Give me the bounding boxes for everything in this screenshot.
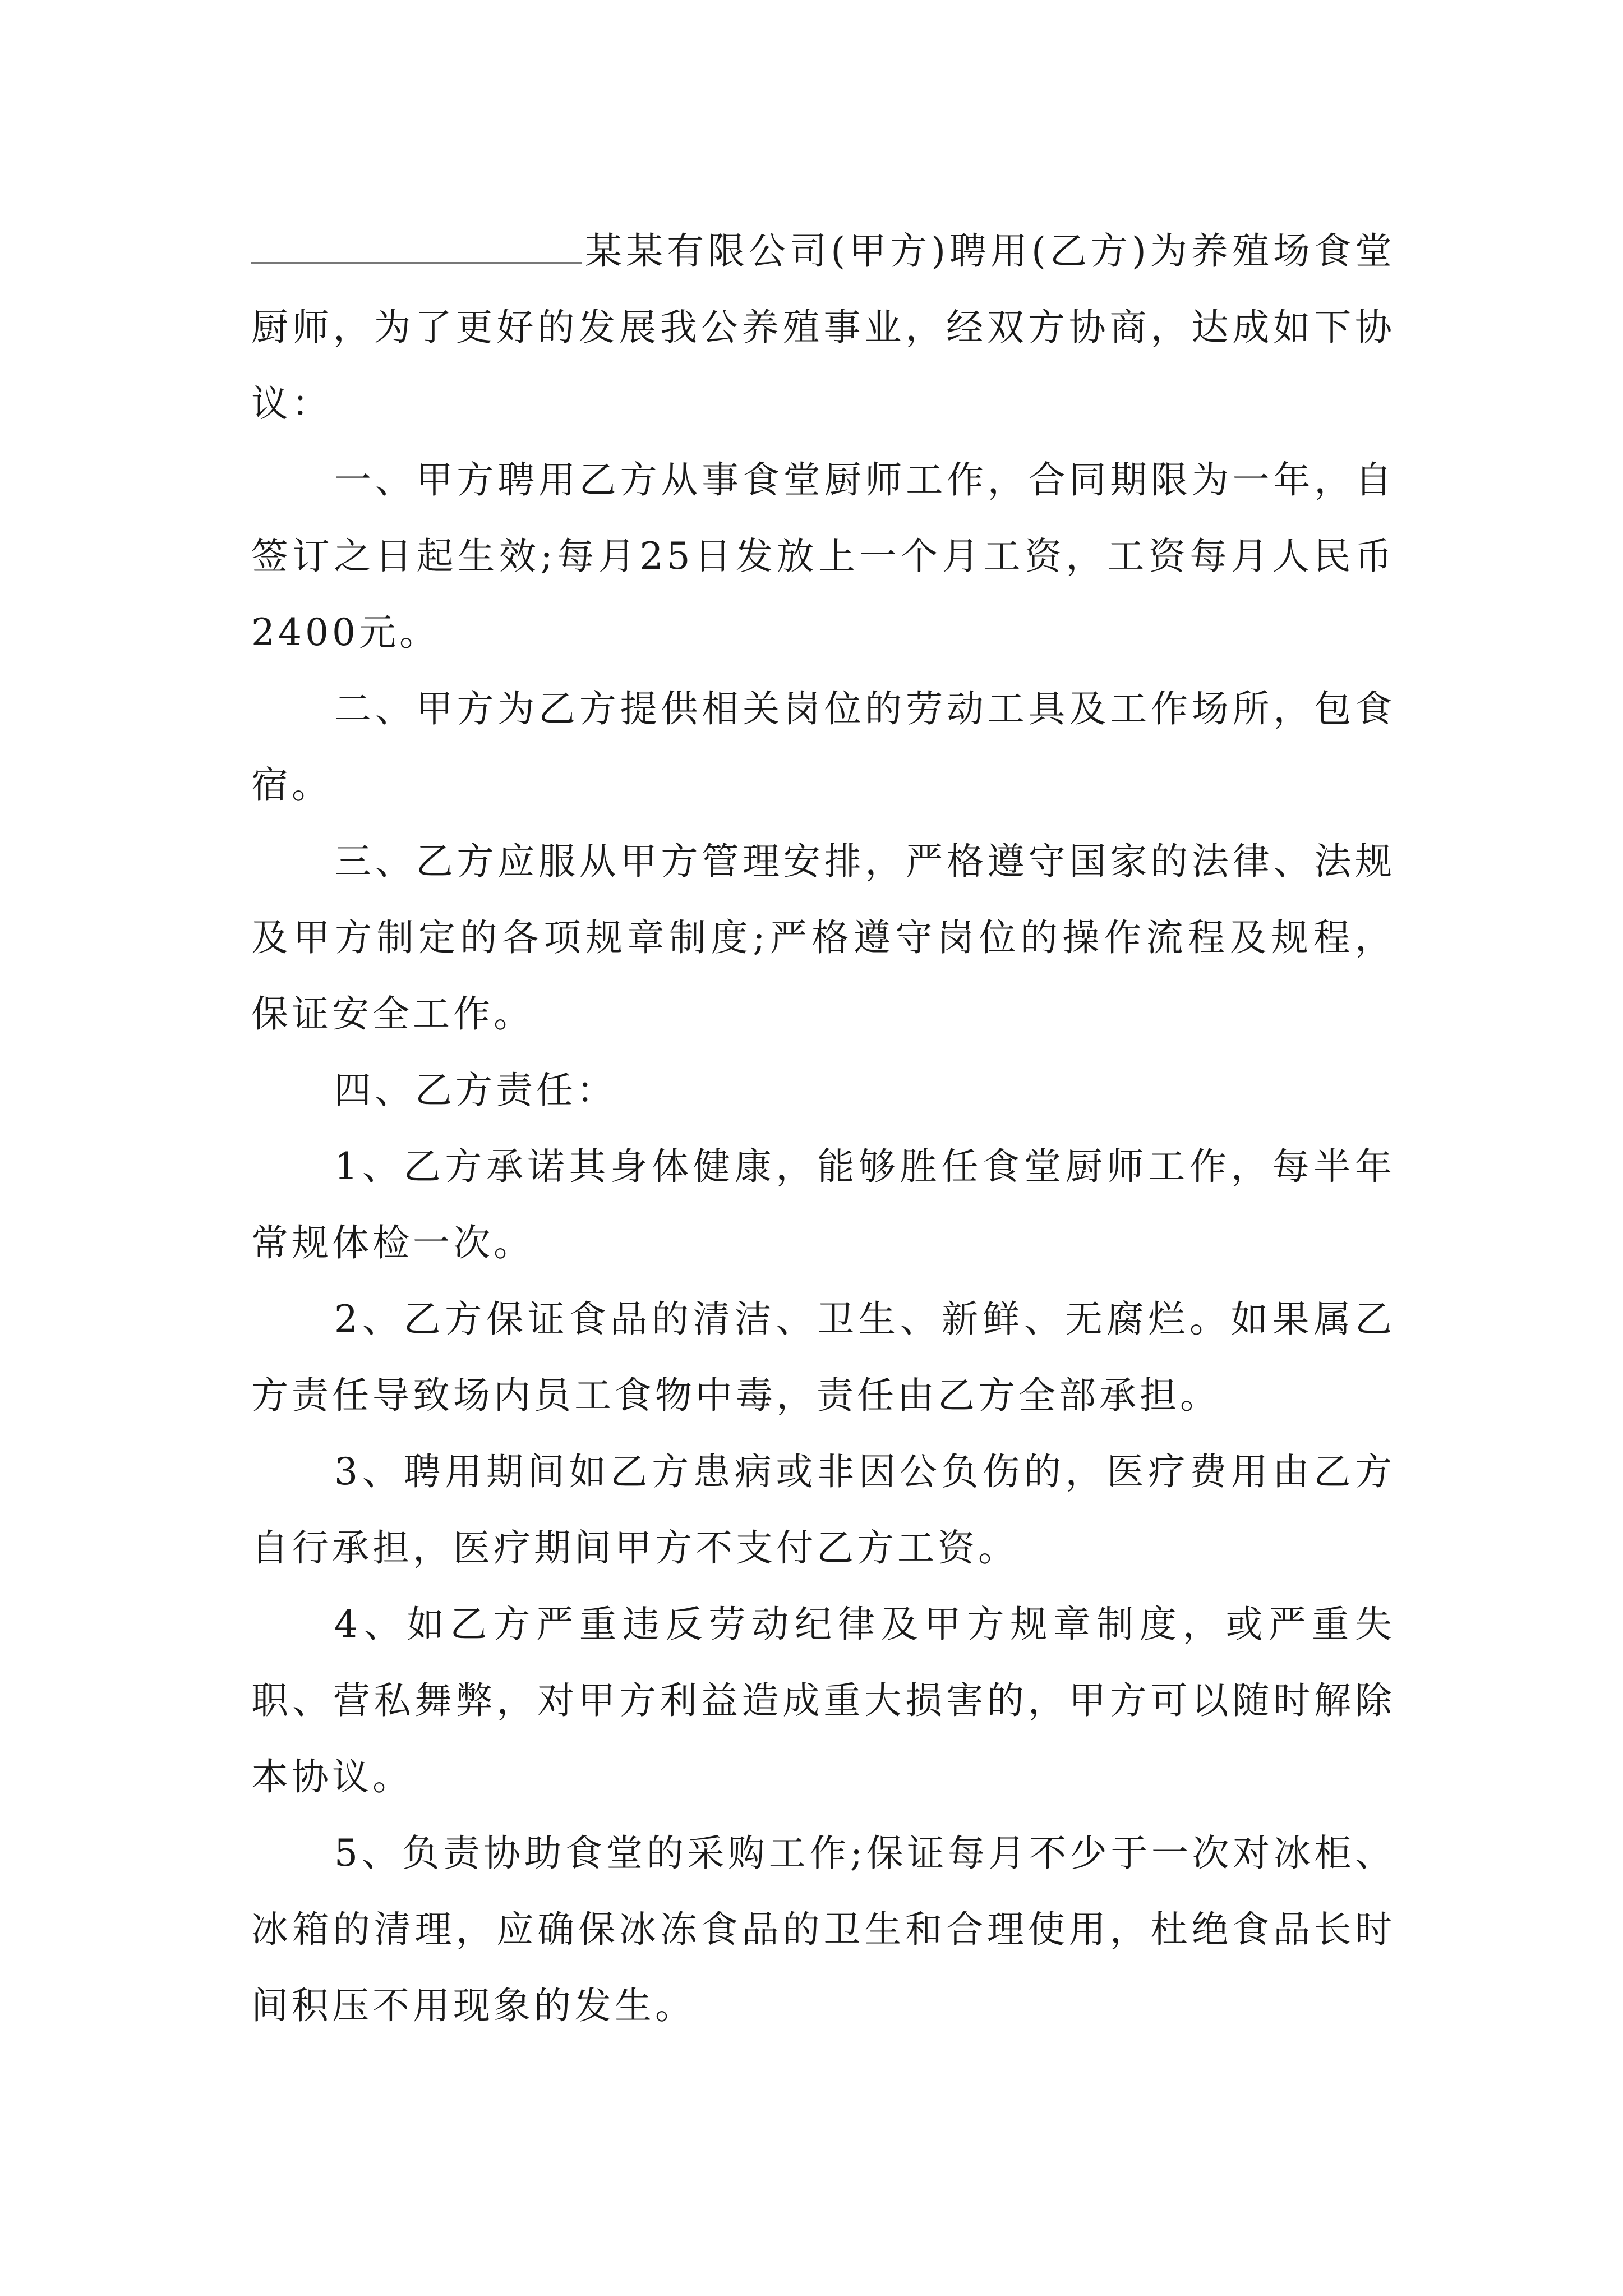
clause-4-heading: 四、乙方责任： bbox=[334, 1069, 617, 1112]
intro-paragraph bbox=[251, 213, 1395, 442]
clause-2: 二、甲方为乙方提供相关岗位的劳动工具及工作场所，包食宿。 bbox=[251, 687, 1395, 807]
clause-4-item-3: 3、聘用期间如乙方患病或非因公负伤的，医疗费用由乙方自行承担，医疗期间甲方不支付乙方工资。 bbox=[251, 1450, 1395, 1570]
contract-body bbox=[251, 213, 1395, 2044]
clause-4-item-2: 2、乙方保证食品的清洁、卫生、新鲜、无腐烂。如果属乙方责任导致场内员工食物中毒，责任由乙方全部承担。 bbox=[251, 1297, 1395, 1417]
clause-3: 三、乙方应服从甲方管理安排，严格遵守国家的法律、法规及甲方制定的各项规章制度;严格遵守岗位的操作流程及规程，保证安全工作。 bbox=[251, 840, 1395, 1036]
clause-4-item-5: 5、负责协助食堂的采购工作;保证每月不少于一次对冰柜、冰箱的清理，应确保冰冻食品的卫生和合理使用，杜绝食品长时间积压不用现象的发生。 bbox=[251, 1832, 1395, 2027]
blank-fill-line bbox=[251, 229, 582, 264]
clause-4-item-4: 4、如乙方严重违反劳动纪律及甲方规章制度，或严重失职、营私舞弊，对甲方利益造成重大损害的，甲方可以随时解除本协议。 bbox=[251, 1603, 1395, 1798]
clause-4-item-1: 1、乙方承诺其身体健康，能够胜任食堂厨师工作，每半年常规体检一次。 bbox=[251, 1145, 1395, 1264]
clause-1: 一、甲方聘用乙方从事食堂厨师工作，合同期限为一年，自签订之日起生效;每月25日发放上一个月工资，工资每月人民币2400元。 bbox=[251, 458, 1395, 654]
intro-text: 某某有限公司(甲方)聘用(乙方)为养殖场食堂厨师，为了更好的发展我公养殖事业，经双方协商，达成如下协议： bbox=[251, 229, 1395, 425]
